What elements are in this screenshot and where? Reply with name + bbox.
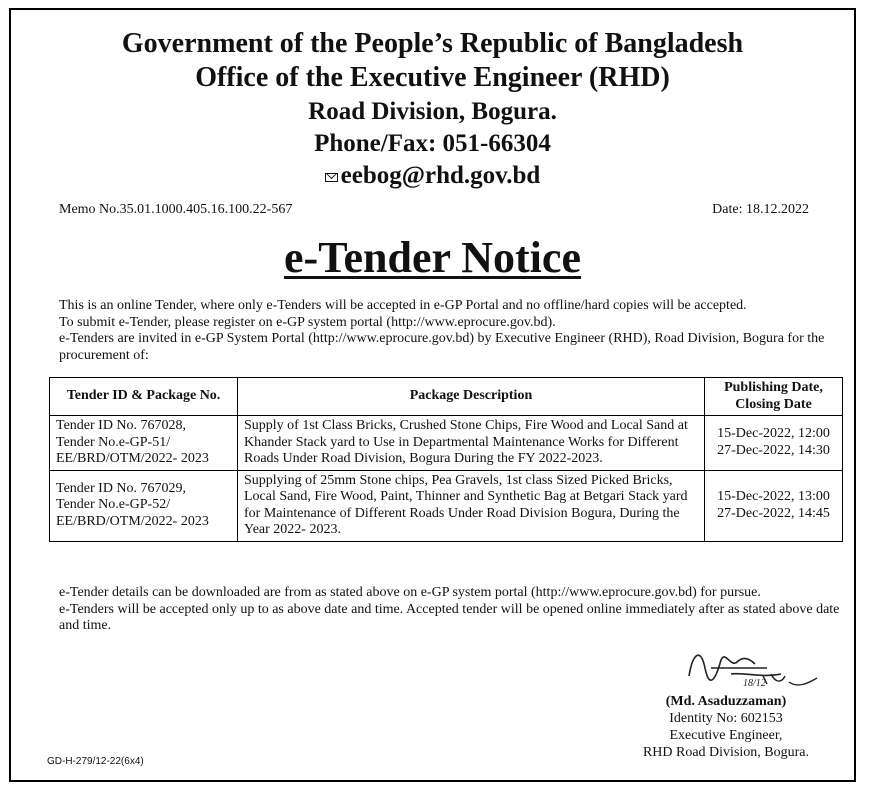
- publishing-date: 15-Dec-2022, 12:00: [717, 426, 830, 442]
- footer-code: GD-H-279/12-22(6x4): [47, 756, 144, 767]
- closing-date: 27-Dec-2022, 14:45: [717, 505, 830, 521]
- header-email[interactable]: eebog@rhd.gov.bd: [340, 162, 541, 189]
- package-description: Supplying of 25mm Stone chips, Pea Gravels, 1st class Sized Picked Bricks, Local Sand, Fire Wood, Paint, Thinner and Synthetic Bag at Betgari Stack yard for Maintenance of Different Roads Under Road Division Bogura, During the Year 2022- 2023.: [238, 470, 705, 541]
- handwritten-signature: [671, 638, 821, 698]
- tender-number-suffix: EE/BRD/OTM/2022- 2023: [56, 513, 209, 529]
- header-phone: Phone/Fax: 051-66304: [314, 130, 551, 157]
- tender-number: Tender No.e-GP-52/: [56, 497, 171, 513]
- signatory-name: (Md. Asaduzzaman): [665, 694, 787, 709]
- column-header-dates: Publishing Date, Closing Date: [705, 378, 843, 416]
- package-description: Supply of 1st Class Bricks, Crushed Stone Chips, Fire Wood and Local Sand at Khander Stack yard to Use in Departmental Maintenance Works for Different Roads Under Road Division, Bogura During the FY 2022-2023.: [238, 416, 705, 471]
- signatory-block: [643, 693, 809, 761]
- publishing-date: 15-Dec-2022, 13:00: [717, 489, 830, 504]
- envelope-icon: [325, 173, 338, 182]
- header-email-line: [11, 162, 854, 190]
- tender-number-suffix: EE/BRD/OTM/2022- 2023: [56, 451, 209, 466]
- outro-line: e-Tender details can be downloaded are from as stated above on e-GP system portal (http://www.eprocure.gov.bd) for pursue.: [59, 585, 761, 600]
- svg-text:18/12: 18/12: [743, 678, 766, 689]
- tender-id: Tender ID No. 767028,: [56, 418, 187, 433]
- header-division: Road Division, Bogura.: [308, 98, 557, 125]
- tender-number: Tender No.e-GP-51/: [56, 434, 171, 450]
- signatory-identity: Identity No: 602153: [669, 711, 783, 726]
- outro-line: e-Tenders will be accepted only up to as above date and time. Accepted tender will be opened online immediately after as stated above date and time.: [59, 601, 840, 633]
- closing-date: 27-Dec-2022, 14:30: [717, 442, 830, 458]
- header-office: Office of the Executive Engineer (RHD): [195, 62, 670, 93]
- intro-text: [59, 298, 849, 364]
- memo-date: Date: 18.12.2022: [712, 202, 809, 217]
- header-government: Government of the People’s Republic of Bangladesh: [121, 28, 744, 59]
- signatory-office: RHD Road Division, Bogura.: [642, 745, 809, 760]
- table-header-row: [50, 378, 843, 416]
- page-title: e-Tender Notice: [284, 233, 581, 282]
- intro-line: e-Tenders are invited in e-GP System Portal (http://www.eprocure.gov.bd) by Executive Engineer (RHD), Road Division, Bogura for the procurement of:: [59, 331, 825, 363]
- table-row: [50, 416, 843, 471]
- notice-page: [9, 8, 856, 782]
- dates-cell: [705, 470, 843, 541]
- memo-number: Memo No.35.01.1000.405.16.100.22-567: [59, 202, 293, 217]
- intro-line: To submit e-Tender, please register on e-GP system portal (http://www.eprocure.gov.bd).: [59, 314, 556, 330]
- tender-id-cell: [50, 470, 238, 541]
- tender-table: [49, 377, 843, 542]
- outro-text: [59, 585, 849, 635]
- table-row: [50, 470, 843, 541]
- column-header-tender-id: Tender ID & Package No.: [50, 378, 238, 416]
- dates-cell: [705, 416, 843, 471]
- tender-id-cell: [50, 416, 238, 471]
- column-header-description: Package Description: [238, 378, 705, 416]
- intro-line: This is an online Tender, where only e-Tenders will be accepted in e-GP Portal and no offline/hard copies will be accepted.: [59, 298, 747, 313]
- tender-id: Tender ID No. 767029,: [56, 480, 187, 496]
- signatory-designation: Executive Engineer,: [669, 728, 783, 743]
